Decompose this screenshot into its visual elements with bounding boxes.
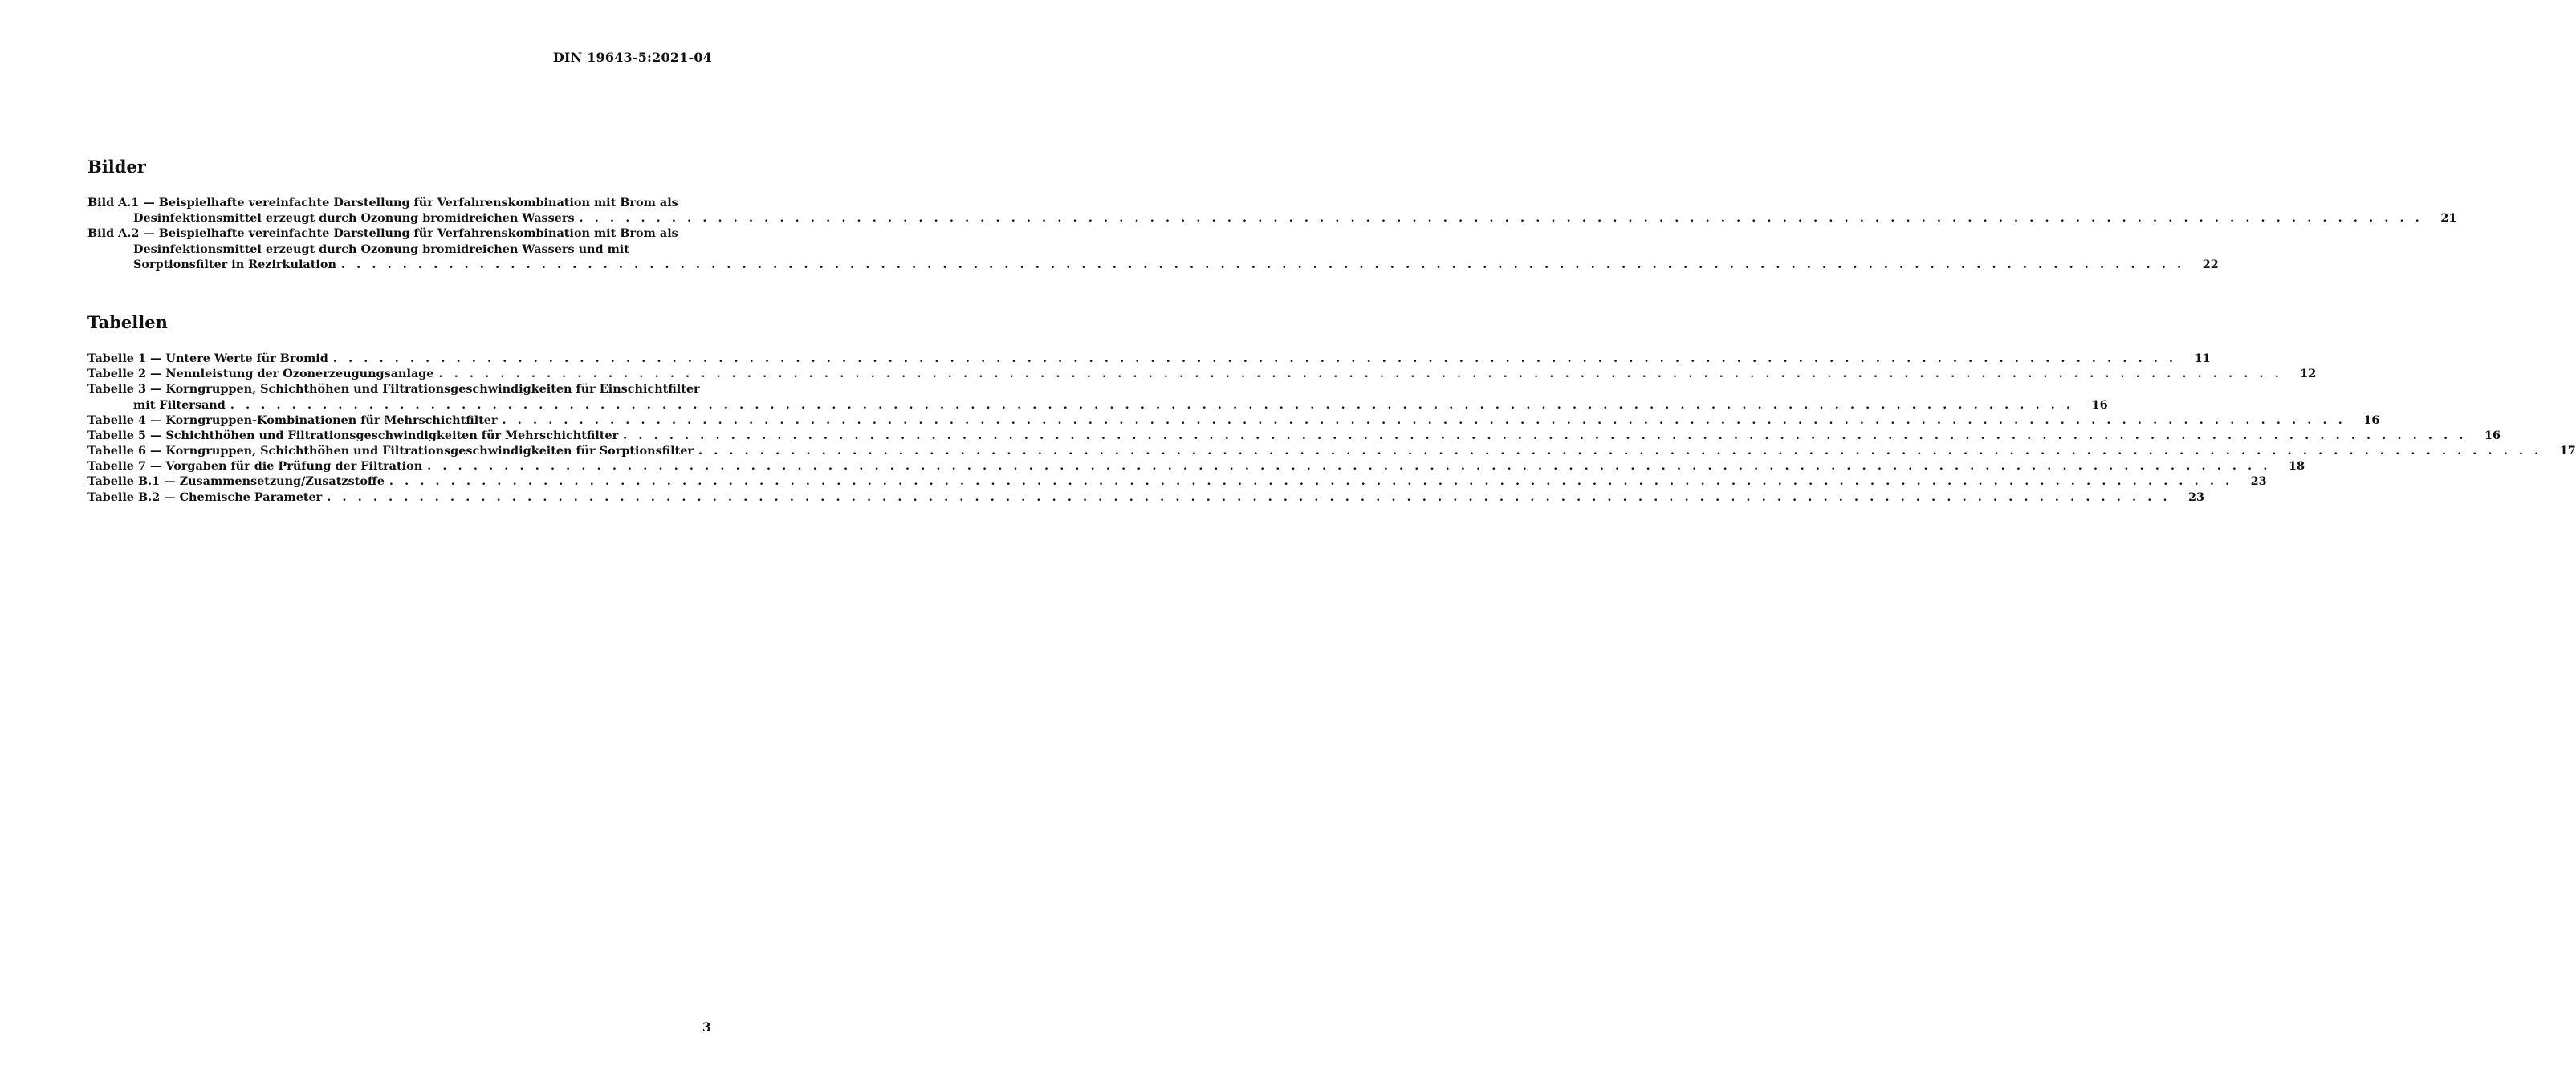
dot-leader: . . . . . . . . . . . . . . . . . . . . . . . . . . . . . . . . . . . . . . . . . . . . . . . . . . . . . . . . . . . . . . . . . . . . . . . . . . . . . . . . . . . . . . . . . . . . . . . . . . . . . . . . . . . . . . . . . . . . . . . . [623, 428, 2467, 442]
toc-entry-line [87, 242, 711, 257]
dot-leader: . . . . . . . . . . . . . . . . . . . . . . . . . . . . . . . . . . . . . . . . . . . . . . . . . . . . . . . . . . . . . . . . . . . . . . . . . . . . . . . . . . . . . . . . . . . . . . . . . . . . . . . . . . . . . . . . . . . . . . . . [230, 397, 2074, 412]
toc-entry-text: Bild A.1 — Beispielhafte vereinfachte Darstellung für Verfahrenskombination mit Brom als [87, 195, 678, 209]
toc-page-number: 11 [2194, 351, 2211, 365]
toc-entry-text: Tabelle B.2 — Chemische Parameter [87, 490, 323, 504]
figures-heading: Bilder [87, 157, 146, 177]
page-number: 3 [702, 1019, 711, 1035]
figure-toc-entry[interactable] [87, 226, 2219, 272]
toc-page-number: 18 [2288, 459, 2305, 474]
toc-entry-text: Tabelle B.1 — Zusammensetzung/Zusatzstoffe [87, 474, 385, 489]
tables-heading: Tabellen [87, 312, 168, 332]
toc-entry-line [87, 257, 2219, 272]
toc-entry-text: Tabelle 6 — Korngruppen, Schichthöhen und Filtrationsgeschwindigkeiten für Sorptionsfilter [87, 444, 694, 458]
toc-page-number: 17 [2559, 444, 2576, 458]
document-id: DIN 19643-5:2021-04 [552, 50, 712, 65]
toc-entry-line [87, 428, 2501, 443]
tables-list [87, 351, 2576, 505]
toc-entry-text: Desinfektionsmittel erzeugt durch Ozonung bromidreichen Wassers [133, 211, 575, 226]
dot-leader: . . . . . . . . . . . . . . . . . . . . . . . . . . . . . . . . . . . . . . . . . . . . . . . . . . . . . . . . . . . . . . . . . . . . . . . . . . . . . . . . . . . . . . . . . . . . . . . . . . . . . . . . . . . . . . . . . . . . . . . . [340, 257, 2185, 271]
toc-page-number: 22 [2202, 257, 2219, 271]
toc-entry-line [87, 366, 2317, 381]
toc-page-number: 23 [2250, 474, 2267, 489]
toc-entry-text: Tabelle 3 — Korngruppen, Schichthöhen und Filtrationsgeschwindigkeiten für Einschichtfilter [87, 382, 700, 397]
toc-entry-text: mit Filtersand [133, 397, 226, 412]
toc-entry-line [87, 458, 2305, 474]
table-toc-entry[interactable] [87, 474, 2267, 490]
table-toc-entry[interactable] [87, 443, 2576, 458]
toc-entry-text: Tabelle 5 — Schichthöhen und Filtrationsgeschwindigkeiten für Mehrschichtfilter [87, 428, 619, 442]
toc-entry-line [87, 351, 2211, 366]
table-toc-entry[interactable] [87, 490, 2205, 505]
dot-leader: . . . . . . . . . . . . . . . . . . . . . . . . . . . . . . . . . . . . . . . . . . . . . . . . . . . . . . . . . . . . . . . . . . . . . . . . . . . . . . . . . . . . . . . . . . . . . . . . . . . . . . . . . . . . . . . . . . . . . . . . [332, 351, 2177, 365]
dot-leader: . . . . . . . . . . . . . . . . . . . . . . . . . . . . . . . . . . . . . . . . . . . . . . . . . . . . . . . . . . . . . . . . . . . . . . . . . . . . . . . . . . . . . . . . . . . . . . . . . . . . . . . . . . . . . . . . . . . . . . . . [698, 444, 2542, 458]
toc-entry-text: Tabelle 7 — Vorgaben für die Prüfung der Filtration [87, 459, 423, 474]
dot-leader: . . . . . . . . . . . . . . . . . . . . . . . . . . . . . . . . . . . . . . . . . . . . . . . . . . . . . . . . . . . . . . . . . . . . . . . . . . . . . . . . . . . . . . . . . . . . . . . . . . . . . . . . . . . . . . . . . . . . . . . . [389, 474, 2233, 489]
table-toc-entry[interactable] [87, 351, 2211, 366]
table-toc-entry[interactable] [87, 381, 2108, 412]
toc-page-number: 12 [2300, 367, 2317, 381]
table-toc-entry[interactable] [87, 428, 2501, 443]
figure-toc-entry[interactable] [87, 195, 2457, 226]
toc-entry-line [87, 490, 2205, 505]
toc-page-number: 21 [2440, 211, 2457, 226]
toc-entry-line [87, 474, 2267, 490]
toc-entry-line [87, 226, 711, 241]
toc-entry-text: Bild A.2 — Beispielhafte vereinfachte Darstellung für Verfahrenskombination mit Brom als [87, 226, 678, 241]
dot-leader: . . . . . . . . . . . . . . . . . . . . . . . . . . . . . . . . . . . . . . . . . . . . . . . . . . . . . . . . . . . . . . . . . . . . . . . . . . . . . . . . . . . . . . . . . . . . . . . . . . . . . . . . . . . . . . . . . . . . . . . . [427, 459, 2271, 474]
dot-leader: . . . . . . . . . . . . . . . . . . . . . . . . . . . . . . . . . . . . . . . . . . . . . . . . . . . . . . . . . . . . . . . . . . . . . . . . . . . . . . . . . . . . . . . . . . . . . . . . . . . . . . . . . . . . . . . . . . . . . . . . [502, 413, 2346, 427]
toc-entry-line [87, 397, 2108, 413]
toc-entry-line [87, 381, 711, 397]
toc-entry-text: Tabelle 1 — Untere Werte für Bromid [87, 351, 328, 365]
toc-entry-line [87, 413, 2380, 428]
toc-page-number: 23 [2188, 490, 2205, 504]
table-toc-entry[interactable] [87, 458, 2305, 474]
toc-page-number: 16 [2091, 397, 2108, 412]
toc-entry-text: Tabelle 4 — Korngruppen-Kombinationen für Mehrschichtfilter [87, 413, 498, 427]
dot-leader: . . . . . . . . . . . . . . . . . . . . . . . . . . . . . . . . . . . . . . . . . . . . . . . . . . . . . . . . . . . . . . . . . . . . . . . . . . . . . . . . . . . . . . . . . . . . . . . . . . . . . . . . . . . . . . . . . . . . . . . . [579, 211, 2423, 226]
dot-leader: . . . . . . . . . . . . . . . . . . . . . . . . . . . . . . . . . . . . . . . . . . . . . . . . . . . . . . . . . . . . . . . . . . . . . . . . . . . . . . . . . . . . . . . . . . . . . . . . . . . . . . . . . . . . . . . . . . . . . . . . [327, 490, 2171, 504]
dot-leader: . . . . . . . . . . . . . . . . . . . . . . . . . . . . . . . . . . . . . . . . . . . . . . . . . . . . . . . . . . . . . . . . . . . . . . . . . . . . . . . . . . . . . . . . . . . . . . . . . . . . . . . . . . . . . . . . . . . . . . . . [438, 367, 2283, 381]
toc-entry-line [87, 210, 2457, 226]
table-toc-entry[interactable] [87, 413, 2380, 428]
toc-entry-text: Tabelle 2 — Nennleistung der Ozonerzeugungsanlage [87, 367, 434, 381]
toc-page-number: 16 [2484, 428, 2501, 442]
toc-entry-line [87, 195, 711, 210]
toc-entry-text: Sorptionsfilter in Rezirkulation [133, 257, 336, 271]
toc-entry-text: Desinfektionsmittel erzeugt durch Ozonung bromidreichen Wassers und mit [133, 242, 629, 256]
toc-entry-line [87, 443, 2576, 458]
toc-page-number: 16 [2363, 413, 2380, 427]
figures-list [87, 195, 2457, 272]
table-toc-entry[interactable] [87, 366, 2317, 381]
